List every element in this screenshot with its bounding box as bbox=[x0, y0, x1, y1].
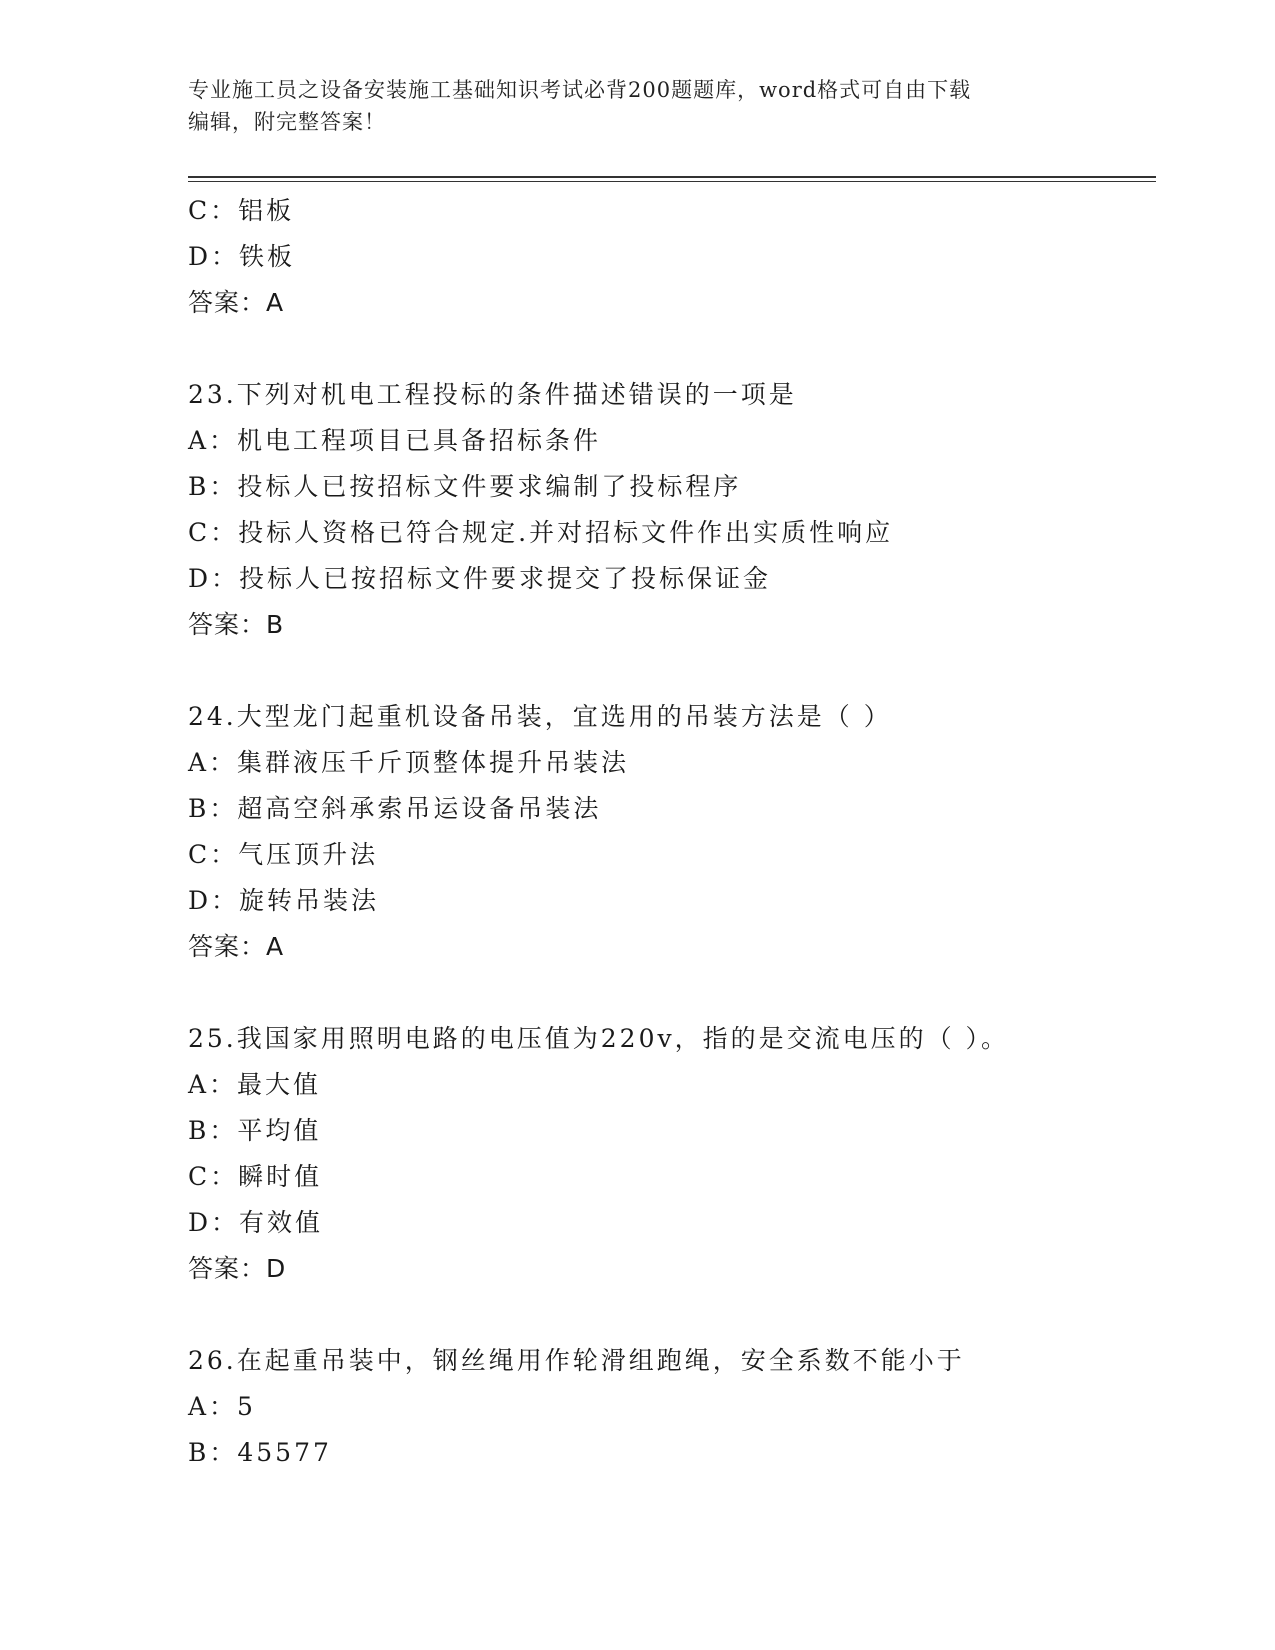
spacer bbox=[188, 970, 1188, 1016]
question-stem: 24.大型龙门起重机设备吊装，宜选用的吊装方法是（ ） bbox=[188, 702, 892, 731]
document-header bbox=[188, 74, 1088, 138]
option-b: B：平均值 bbox=[188, 1116, 322, 1145]
spacer bbox=[188, 1292, 1188, 1338]
option-c: C：铝板 bbox=[188, 196, 295, 225]
answer-line: 答案：A bbox=[188, 932, 285, 961]
question-stem: 25.我国家用照明电路的电压值为220v，指的是交流电压的（ ）。 bbox=[188, 1024, 1010, 1053]
option-b: B：超高空斜承索吊运设备吊装法 bbox=[188, 794, 602, 823]
spacer bbox=[188, 648, 1188, 694]
question-23 bbox=[188, 372, 1188, 648]
option-a: A：机电工程项目已具备招标条件 bbox=[188, 426, 602, 455]
header-title-line-2: 编辑，附完整答案！ bbox=[188, 110, 386, 134]
spacer bbox=[188, 326, 1188, 372]
answer-line: 答案：B bbox=[188, 610, 285, 639]
option-c: C：瞬时值 bbox=[188, 1162, 323, 1191]
question-22-continued bbox=[188, 188, 1188, 326]
option-d: D：铁板 bbox=[188, 242, 296, 271]
header-divider bbox=[188, 176, 1156, 182]
option-b: B：45577 bbox=[188, 1438, 332, 1467]
option-a: A：集群液压千斤顶整体提升吊装法 bbox=[188, 748, 630, 777]
question-25 bbox=[188, 1016, 1188, 1292]
question-list bbox=[188, 188, 1188, 1476]
option-c: C：气压顶升法 bbox=[188, 840, 379, 869]
option-d: D：旋转吊装法 bbox=[188, 886, 380, 915]
option-c: C：投标人资格已符合规定.并对招标文件作出实质性响应 bbox=[188, 518, 894, 547]
option-d: D：投标人已按招标文件要求提交了投标保证金 bbox=[188, 564, 772, 593]
question-stem: 23.下列对机电工程投标的条件描述错误的一项是 bbox=[188, 380, 797, 409]
option-d: D：有效值 bbox=[188, 1208, 324, 1237]
question-stem: 26.在起重吊装中，钢丝绳用作轮滑组跑绳，安全系数不能小于 bbox=[188, 1346, 965, 1375]
question-26 bbox=[188, 1338, 1188, 1476]
answer-line: 答案：A bbox=[188, 288, 285, 317]
header-title-line-1: 专业施工员之设备安装施工基础知识考试必背200题题库，word格式可自由下载 bbox=[188, 78, 972, 102]
option-a: A：5 bbox=[188, 1392, 256, 1421]
question-24 bbox=[188, 694, 1188, 970]
option-b: B：投标人已按招标文件要求编制了投标程序 bbox=[188, 472, 742, 501]
answer-line: 答案：D bbox=[188, 1254, 287, 1283]
option-a: A：最大值 bbox=[188, 1070, 322, 1099]
